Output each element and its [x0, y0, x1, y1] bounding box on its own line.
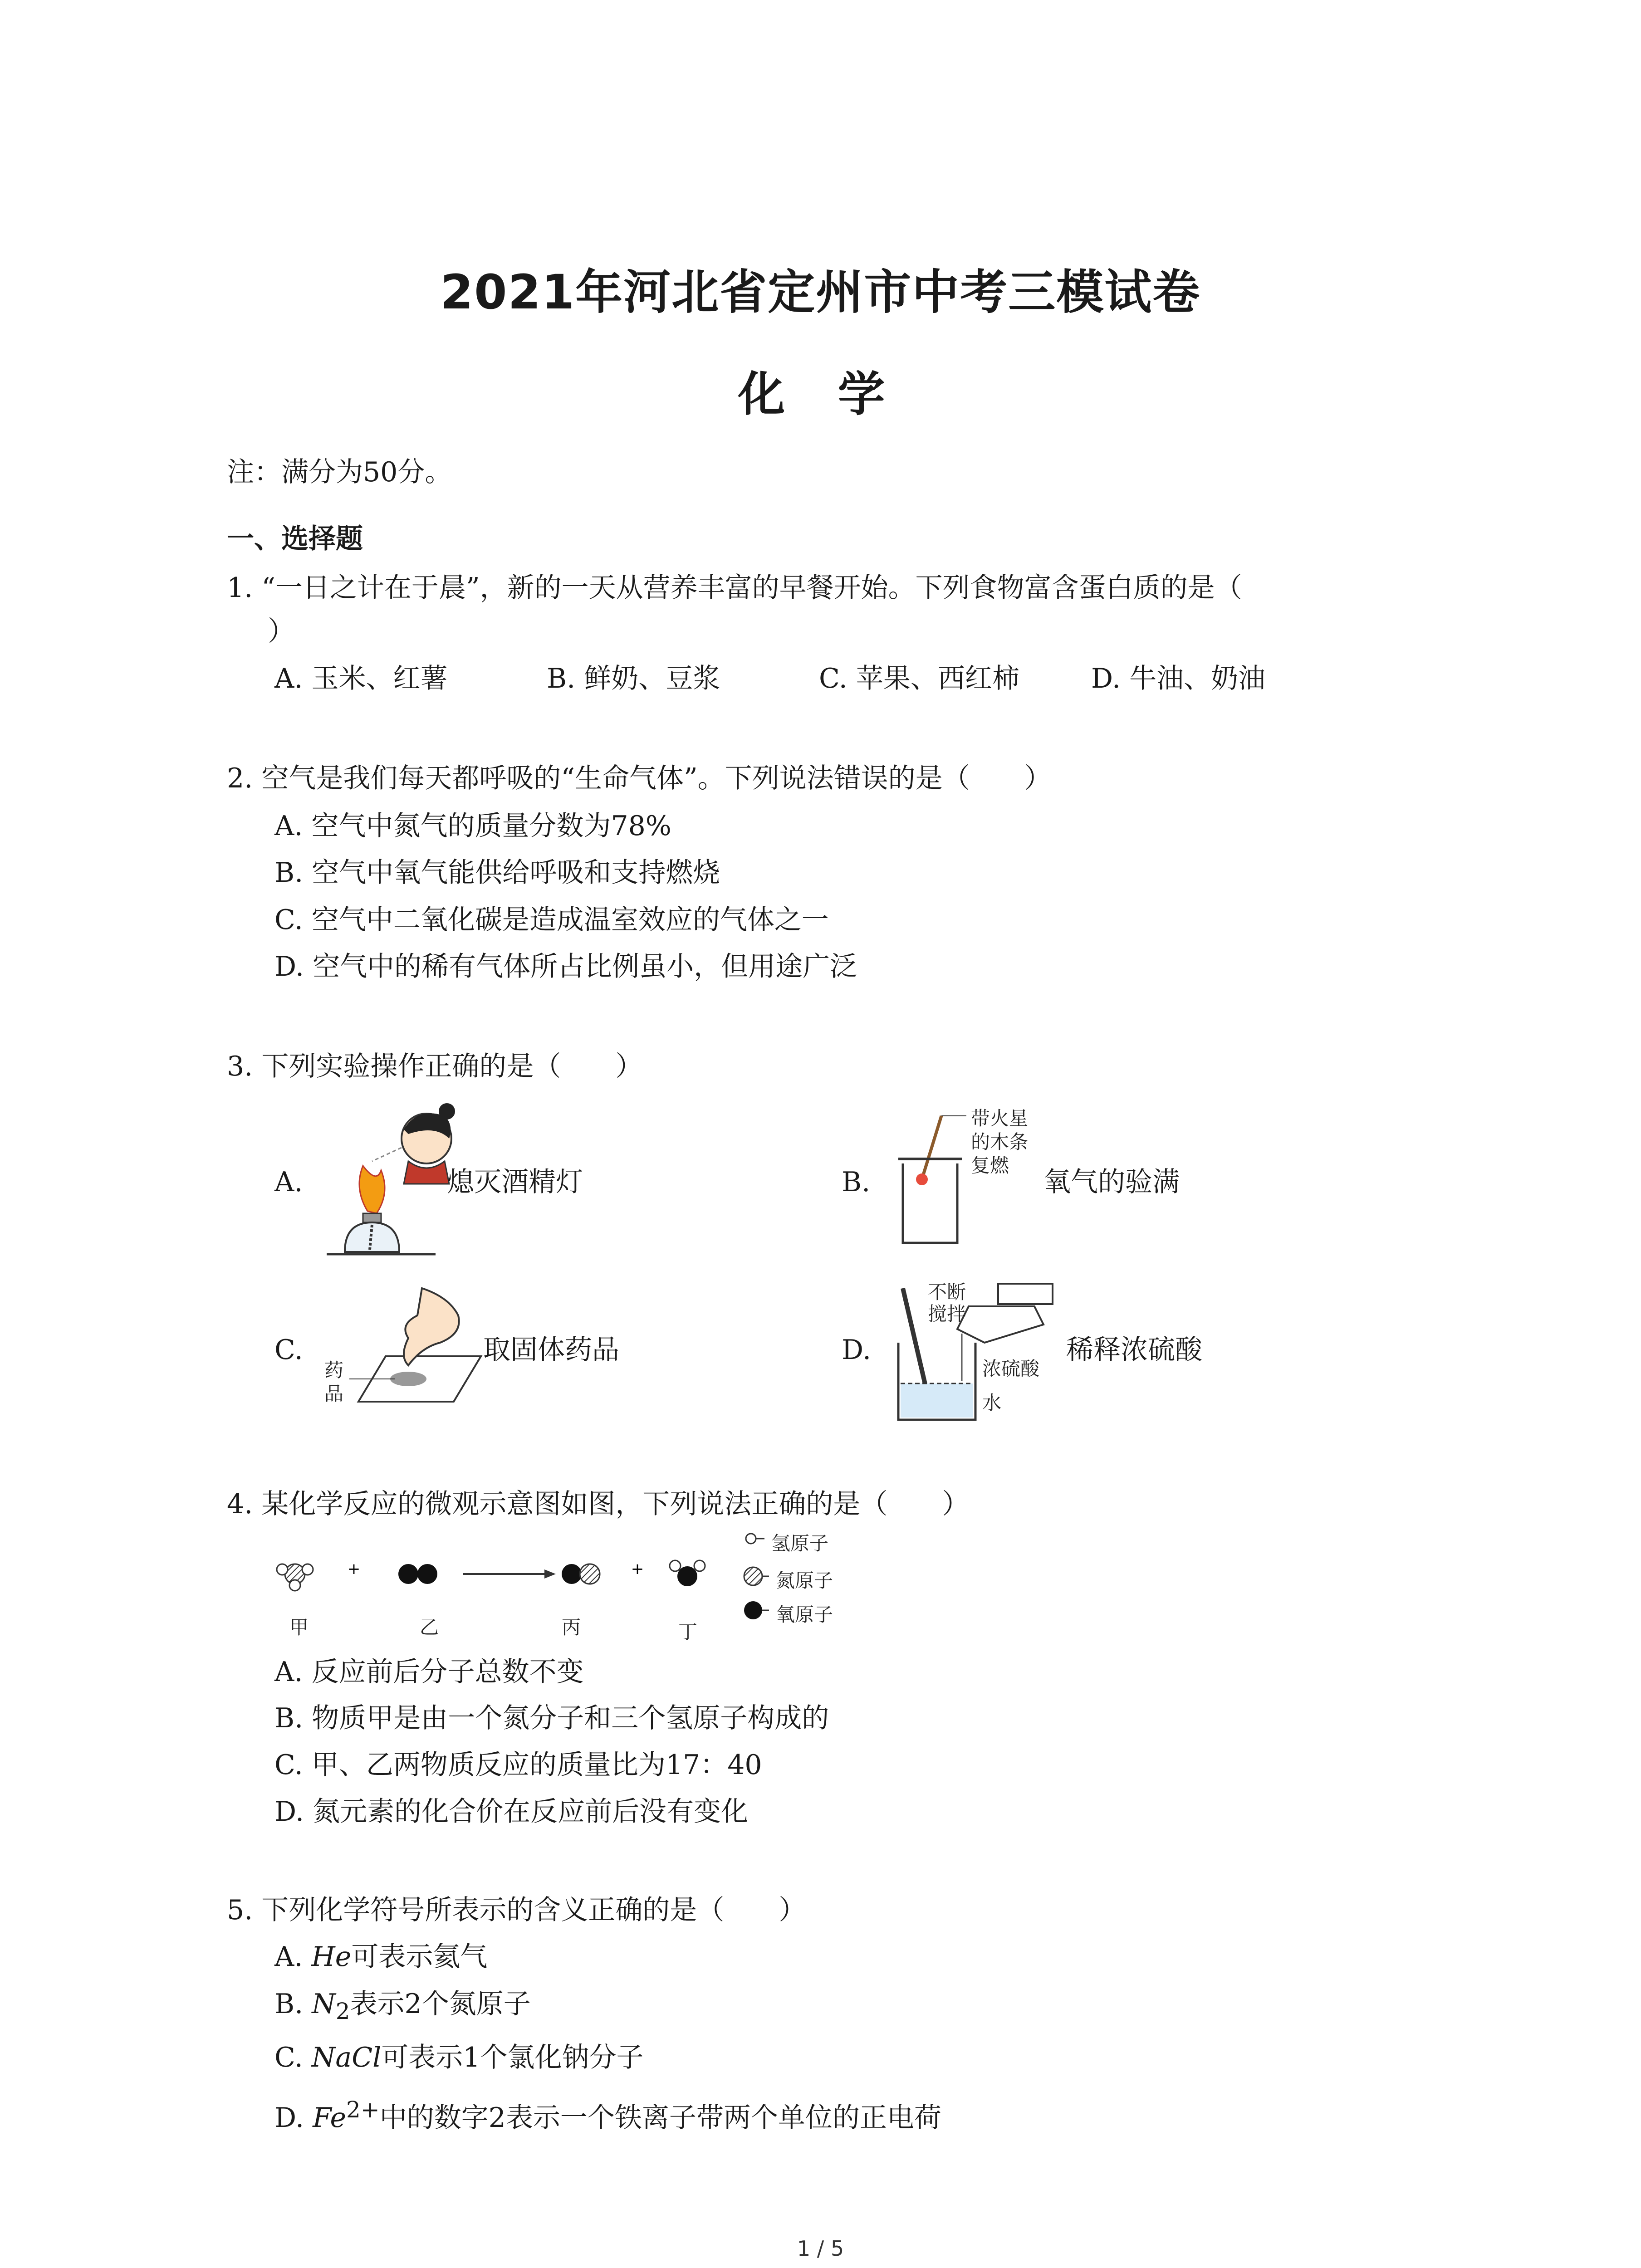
oxygen-bottle-splint-icon	[889, 1107, 971, 1252]
option-a-text: 熄灭酒精灯	[447, 1166, 583, 1198]
section-title: 一、选择题	[227, 523, 363, 555]
option-b-letter: B.	[842, 1166, 871, 1198]
option-c: C. 苹果、西红柿	[819, 663, 1019, 694]
option-c: C. 甲、乙两物质反应的质量比为17：40	[274, 1749, 762, 1781]
option-a: A. 玉米、红薯	[274, 663, 448, 694]
question-stem: 1. “一日之计在于晨”，新的一天从营养丰富的早餐开始。下列食物富含蛋白质的是（	[227, 572, 1242, 604]
question-stem: 4. 某化学反应的微观示意图如图，下列说法正确的是（ ）	[227, 1488, 970, 1520]
question-stem: 3. 下列实验操作正确的是（ ）	[227, 1051, 643, 1082]
question-stem-cont: ）	[268, 616, 295, 647]
hand-powder-icon	[349, 1288, 485, 1411]
page-number: 1 / 5	[797, 2236, 844, 2261]
molecule-nh3	[277, 1564, 313, 1591]
powder-label: 药 品	[324, 1359, 344, 1405]
option-d: D. 牛油、奶油	[1091, 663, 1266, 694]
question-stem: 5. 下列化学符号所表示的含义正确的是（ ）	[227, 1894, 806, 1926]
label-jia: 甲	[289, 1616, 309, 1638]
acid-label: 浓硫酸	[982, 1358, 1040, 1380]
option-d: D. 氮元素的化合价在反应前后没有变化	[274, 1796, 749, 1828]
option-d: D. $Fe^{2+}$中的数字2表示一个铁离子带两个单位的正电荷	[274, 2097, 941, 2134]
option-b: B. 空气中氧气能供给呼吸和支持燃烧	[274, 857, 720, 889]
stir-label: 不断 搅拌	[928, 1281, 966, 1325]
option-b: B. $N_2$表示2个氮原子	[274, 1988, 531, 2024]
option-c: C. 空气中二氧化碳是造成温室效应的气体之一	[274, 904, 829, 936]
option-a: A. He可表示氦气	[274, 1941, 488, 1973]
question-stem: 2. 空气是我们每天都呼吸的“生命气体”。下列说法错误的是（ ）	[227, 763, 1052, 794]
legend-o: 氧原子	[776, 1603, 833, 1626]
option-b-text: 氧气的验满	[1043, 1166, 1180, 1198]
option-a: A. 反应前后分子总数不变	[274, 1656, 584, 1688]
option-d: D. 空气中的稀有气体所占比例虽小，但用途广泛	[274, 951, 857, 982]
plus-sign: +	[347, 1560, 361, 1578]
option-c: C. NaCl可表示1个氯化钠分子	[274, 2042, 644, 2073]
subject-title: 化 学	[738, 367, 903, 422]
plus-sign: +	[631, 1560, 644, 1578]
option-d-letter: D.	[842, 1334, 872, 1366]
legend-n: 氮原子	[776, 1569, 833, 1592]
label-bing: 丙	[562, 1616, 581, 1638]
option-a-letter: A.	[274, 1166, 303, 1198]
option-c-letter: C.	[274, 1334, 303, 1366]
option-d-text: 稀释浓硫酸	[1066, 1334, 1202, 1366]
option-b: B. 鲜奶、豆浆	[547, 663, 720, 694]
option-a: A. 空气中氮气的质量分数为78%	[274, 810, 671, 842]
option-c-text: 取固体药品	[483, 1334, 619, 1366]
water-label: 水	[982, 1392, 1002, 1414]
document-title: 2021年河北省定州市中考三模试卷	[440, 264, 1201, 320]
score-note: 注：满分为50分。	[227, 456, 452, 488]
splint-label: 带火星 的木条 复燃	[971, 1107, 1029, 1177]
option-b: B. 物质甲是由一个氮分子和三个氢原子构成的	[274, 1702, 829, 1734]
label-yi: 乙	[420, 1616, 439, 1638]
legend-h: 氢原子	[771, 1532, 829, 1554]
label-ding: 丁	[678, 1621, 698, 1643]
alcohol-lamp-blowing-icon	[318, 1098, 467, 1279]
